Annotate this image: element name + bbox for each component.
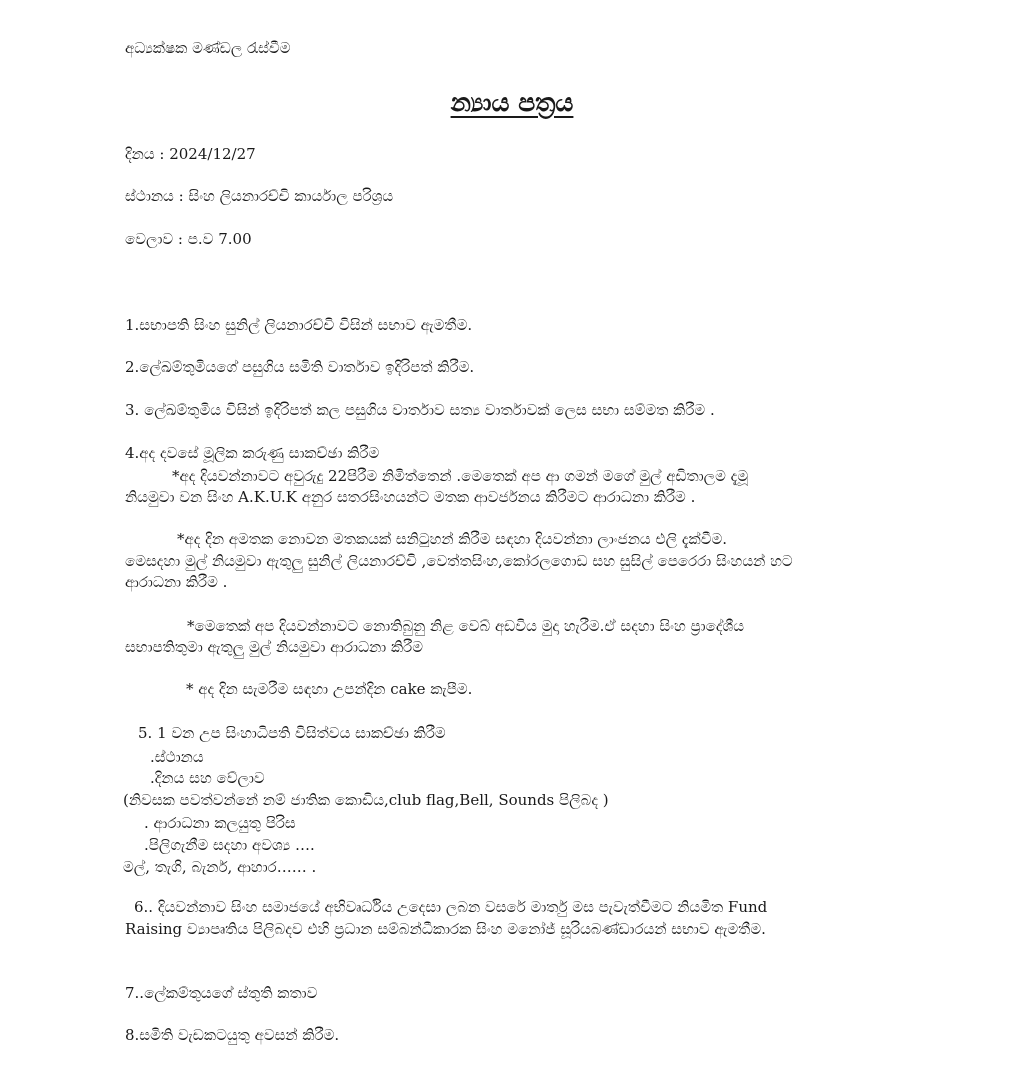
- agenda-item-4b-line-3: ආරාධනා කිරීම .: [125, 573, 228, 591]
- document-title: න්‍යාය පත්‍රය: [450, 88, 574, 117]
- agenda-item-4b-line-2: මෙසදහා මුල් නියමුවා ඇතුලු සුනිල් ලියනාරච්චි ,වෙත්තසිංහ,කෝරලගොඩ සහ සුසිල් පෙරෙරා සිංහයන් හට: [125, 552, 793, 570]
- agenda-item-4a-line-2: නියමුවා වන සිංහ A.K.U.K අනුර සතරසිංහයන්ට මතක ආවර්ජනය කිරීමට ආරාධනා කිරීම .: [125, 488, 696, 506]
- agenda-item-5b: .දිනය සහ වේලාව: [150, 769, 265, 787]
- agenda-item-4: 4.අද දවසේ මූලික කරුණු සාකච්ඡා කිරීම: [125, 444, 380, 462]
- agenda-item-5a: .ස්ථානය: [150, 748, 204, 766]
- agenda-item-5f: මල්, තැගි, බැනර්, ආහාර…… .: [123, 858, 317, 876]
- time-line: වෙලාව : ප.ව 7.00: [125, 230, 252, 248]
- agenda-item-5: 5. 1 වන උප සිංහාධිපති විසිත්වය සාකච්ඡා කිරීම: [138, 724, 446, 742]
- agenda-item-4b-line-1: *අද දින අමතක නොවන මතකයක් සනිටුහන් කිරීම සඳහා දියවන්නා ලාංජනය එලි දැක්වීම.: [177, 530, 728, 548]
- date-line: දිනය : 2024/12/27: [125, 145, 256, 163]
- agenda-item-5e: .පිලිගැනීම සදහා අවශ්‍ය ….: [144, 836, 315, 854]
- document-header: අධ්‍යක්ෂක මණ්ඩල රැස්වීම: [125, 39, 291, 57]
- agenda-item-6-line-2: Raising ව්‍යාපෘතිය පිලිබදව එහි ප්‍රධාන සම්බන්ධීකාරක සිංහ මනෝජ් සූරියබණ්ඩාරයන් සභාව ඇමතීම.: [125, 920, 766, 938]
- agenda-item-4d: * අද දින සැමරීම සඳහා උපන්දින cake කැපීම.: [186, 680, 473, 698]
- agenda-item-2: 2.ලේඛම්තුමියගේ පසුගිය සමිති වාර්තාව ඉදිරිපත් කිරීම.: [125, 358, 475, 376]
- agenda-item-4c-line-1: *මෙතෙක් අප දියවන්නාවට නොතිබුනු නිළ වෙබ් අඩවිය මුදා හැරීම.ඒ සදහා සිංහ ප්‍රාදේශීය: [187, 617, 745, 635]
- agenda-item-7: 7..ලේකම්තුයගේ ස්තුති කතාව: [125, 984, 318, 1002]
- agenda-item-1: 1.සභාපති සිංහ සුනිල් ලියනාරච්චි විසින් සභාව ඇමතීම.: [125, 316, 473, 334]
- agenda-item-4a-line-1: *අද දියවන්නාවට අවුරුදු 22පිරීම නිමිත්තෙන් .මෙතෙක් අප ආ ගමන් මගේ මුල් අඩිතාලම දැමූ: [172, 467, 749, 485]
- agenda-item-5d: . ආරාධනා කලයුතු පිරිස: [144, 814, 296, 832]
- agenda-item-8: 8.සමිති වැඩකටයුතු අවසන් කිරීම.: [125, 1026, 340, 1044]
- agenda-item-5c: (නිවසක පවත්වන්නේ නම් ජාතික කොඩිය,club flag,Bell, Sounds පිලිබද ): [123, 791, 609, 809]
- agenda-item-6-line-1: 6.. දියවන්නාව සිංහ සමාජයේ අභිවෘර්ධිය උදෙසා ලබන වසරේ මාර්තු මස පැවැත්වීමට නියමිත Fund: [134, 898, 768, 916]
- agenda-item-3: 3. ලේඛම්තුමිය විසින් ඉදිරිපත් කල පසුගිය වාර්තාව සත්‍ය වාර්තාවක් ලෙස සභා සම්මත කිරීම .: [125, 401, 715, 419]
- venue-line: ස්ථානය : සිංහ ලියනාරච්චි කාර්යාල පරිශ්‍රය: [125, 187, 394, 205]
- agenda-item-4c-line-2: සභාපතිතුමා ඇතුලු මුල් නියමුවා ආරාධනා කිරීම: [125, 638, 424, 656]
